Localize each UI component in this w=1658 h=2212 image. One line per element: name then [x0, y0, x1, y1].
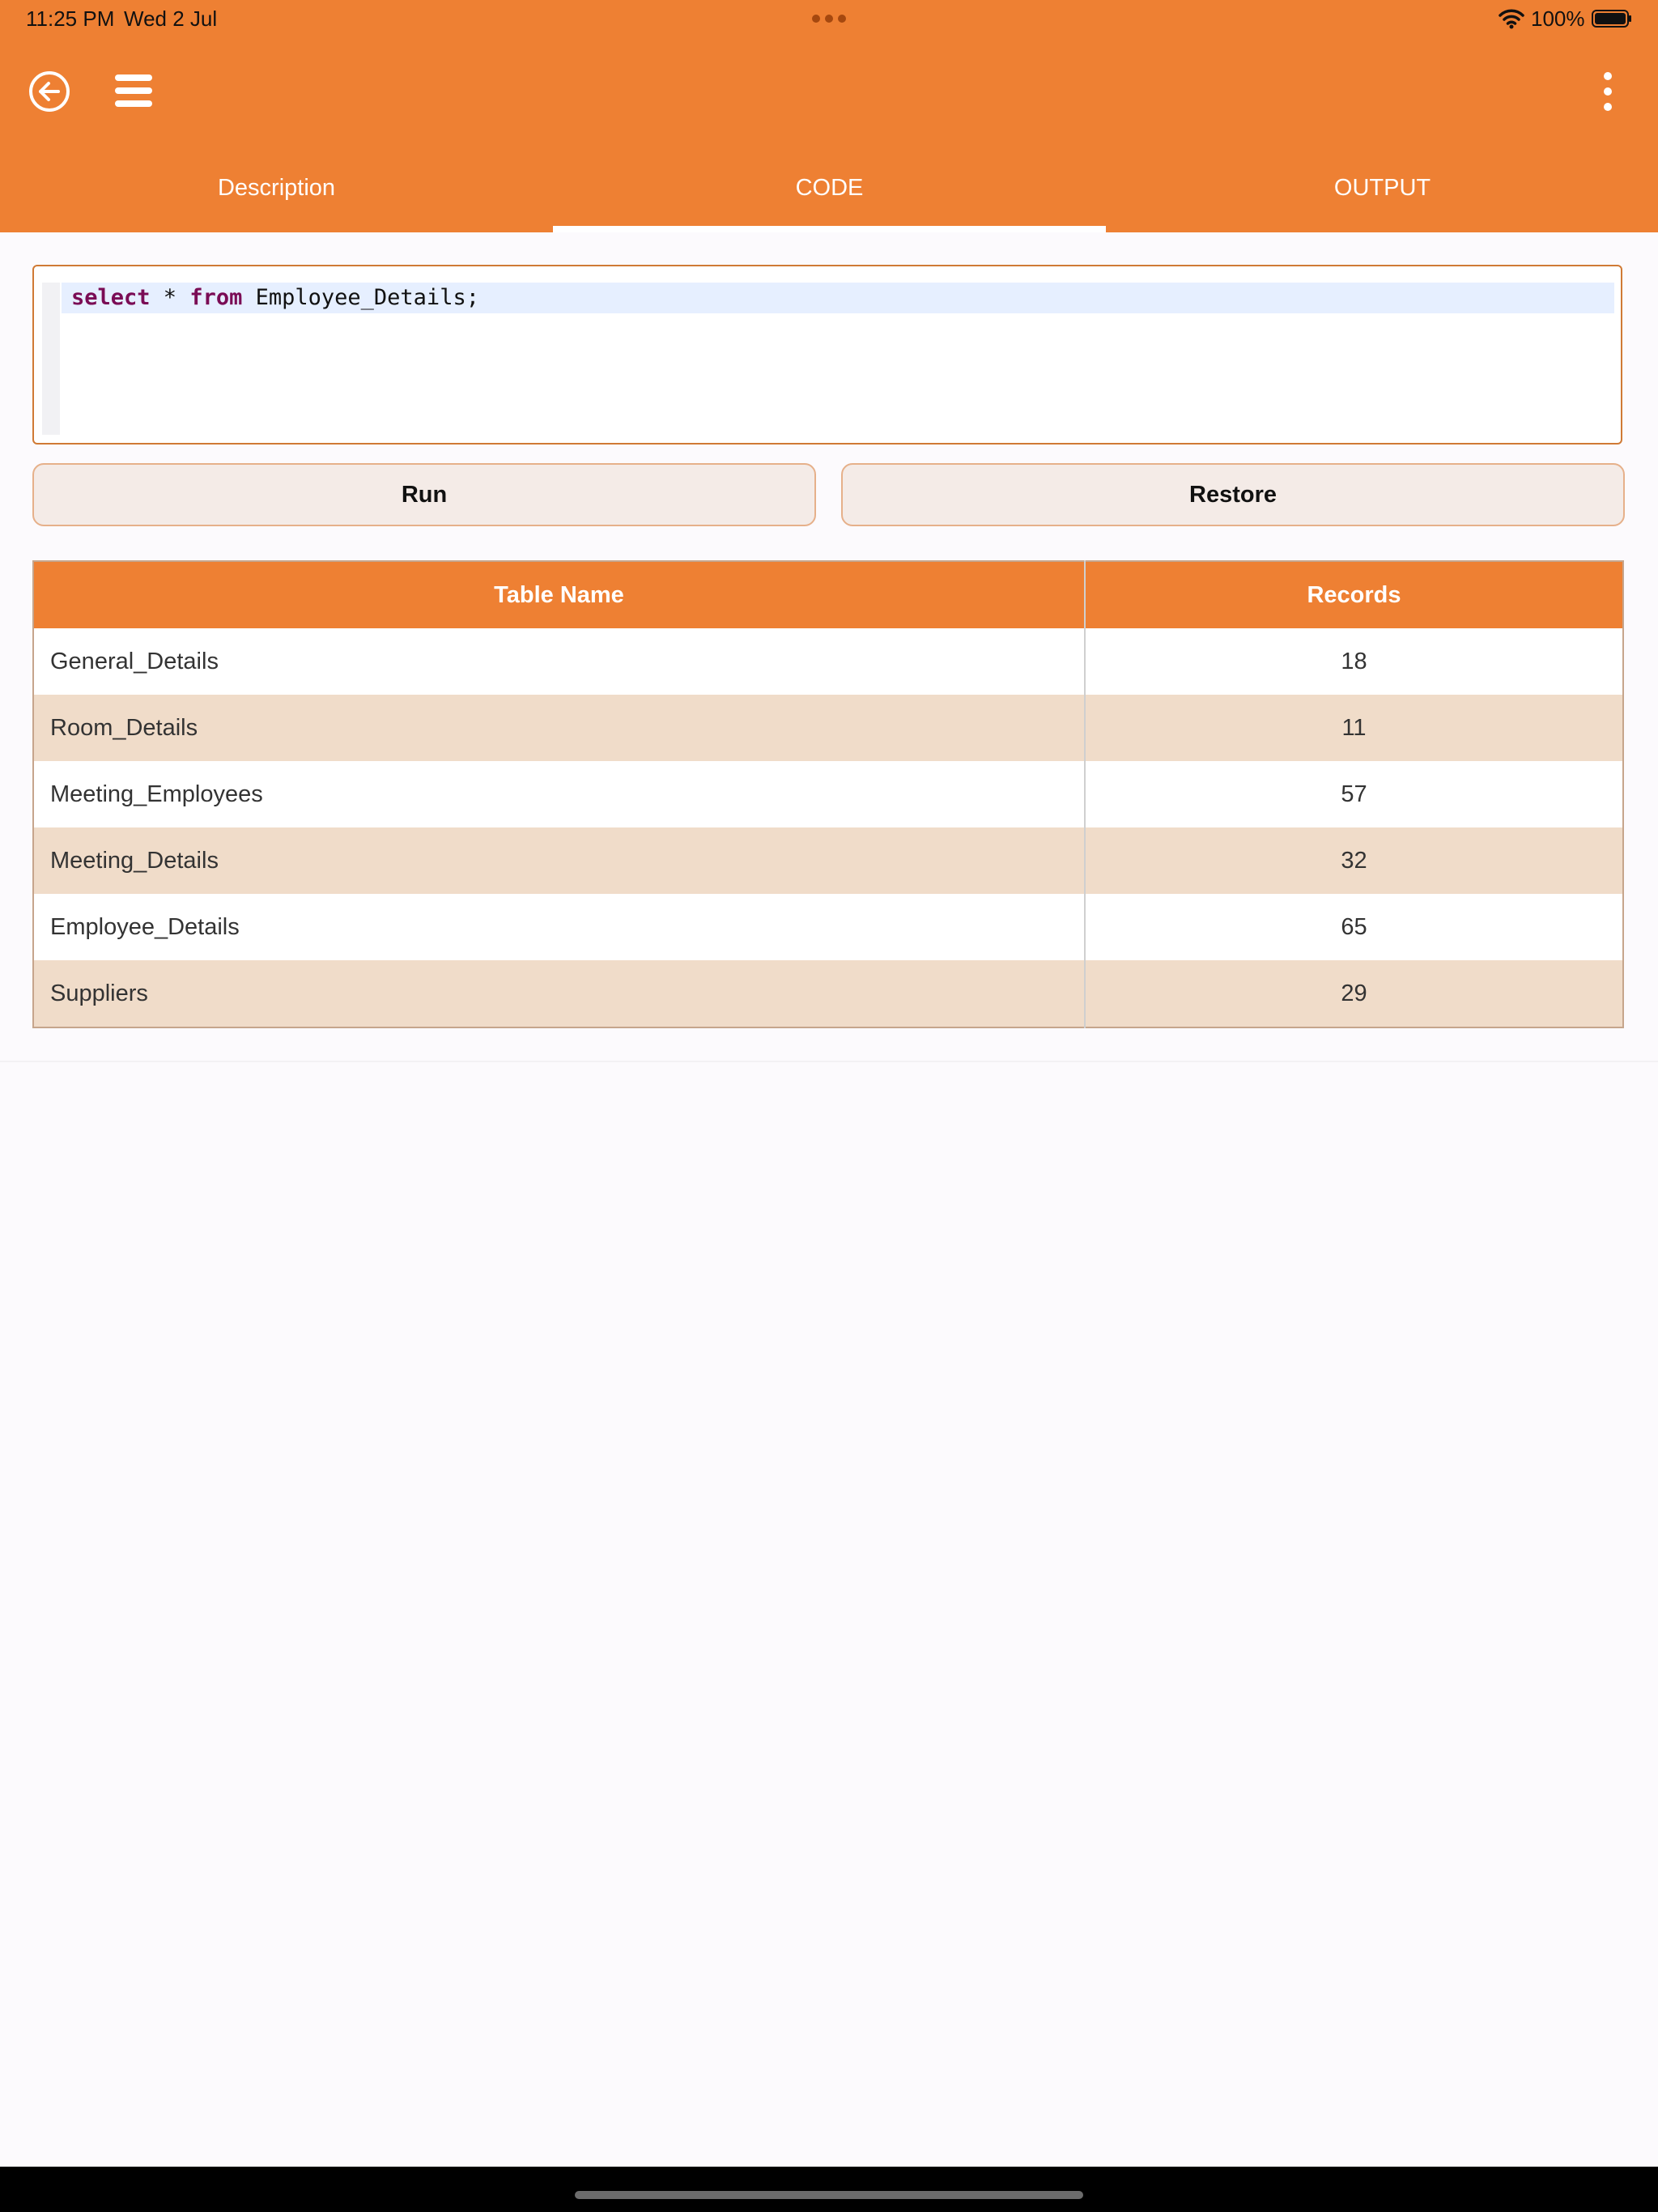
hamburger-menu-icon[interactable]	[113, 73, 154, 108]
cell-table-name: Room_Details	[33, 695, 1085, 761]
status-bar	[0, 0, 1658, 39]
cell-records: 29	[1085, 960, 1623, 1027]
cell-records: 65	[1085, 894, 1623, 960]
wifi-icon	[1499, 8, 1524, 29]
status-time: 11:25 PM	[26, 6, 115, 31]
battery-icon	[1592, 10, 1632, 28]
cell-table-name: General_Details	[33, 628, 1085, 695]
multitasking-dots-icon[interactable]	[812, 15, 846, 23]
back-arrow-icon[interactable]	[28, 70, 71, 113]
sql-star: *	[150, 285, 190, 310]
cell-table-name: Suppliers	[33, 960, 1085, 1027]
cell-records: 18	[1085, 628, 1623, 695]
table-row	[33, 960, 1623, 1027]
code-editor[interactable]	[32, 265, 1622, 445]
table-row	[33, 695, 1623, 761]
table-header-row	[33, 561, 1623, 628]
active-tab-indicator	[553, 226, 1106, 232]
sql-keyword-select: select	[71, 285, 151, 310]
column-header-table-name: Table Name	[33, 561, 1085, 628]
bottom-bar	[0, 2167, 1658, 2212]
cell-table-name: Employee_Details	[33, 894, 1085, 960]
battery-percent: 100%	[1531, 6, 1585, 31]
cell-records: 32	[1085, 827, 1623, 894]
cell-table-name: Meeting_Employees	[33, 761, 1085, 827]
sql-table-name: Employee_Details;	[242, 285, 479, 310]
home-indicator[interactable]	[575, 2191, 1083, 2199]
tab-bar	[0, 152, 1658, 232]
line-gutter	[42, 283, 60, 435]
restore-button[interactable]: Restore	[841, 463, 1625, 526]
tab-output[interactable]: OUTPUT	[1333, 175, 1431, 201]
cell-records: 57	[1085, 761, 1623, 827]
tab-code[interactable]: CODE	[795, 175, 864, 201]
column-header-records: Records	[1085, 561, 1623, 628]
table-row	[33, 894, 1623, 960]
table-row	[33, 628, 1623, 695]
table-row	[33, 827, 1623, 894]
content-divider	[0, 1061, 1658, 1062]
run-button[interactable]: Run	[32, 463, 816, 526]
cell-records: 11	[1085, 695, 1623, 761]
results-table	[32, 560, 1624, 1028]
more-options-icon[interactable]	[1596, 71, 1619, 112]
sql-keyword-from: from	[189, 285, 243, 310]
tab-description[interactable]: Description	[217, 175, 336, 201]
cell-table-name: Meeting_Details	[33, 827, 1085, 894]
status-date: Wed 2 Jul	[124, 6, 218, 31]
code-line[interactable]	[71, 284, 479, 312]
table-row	[33, 761, 1623, 827]
